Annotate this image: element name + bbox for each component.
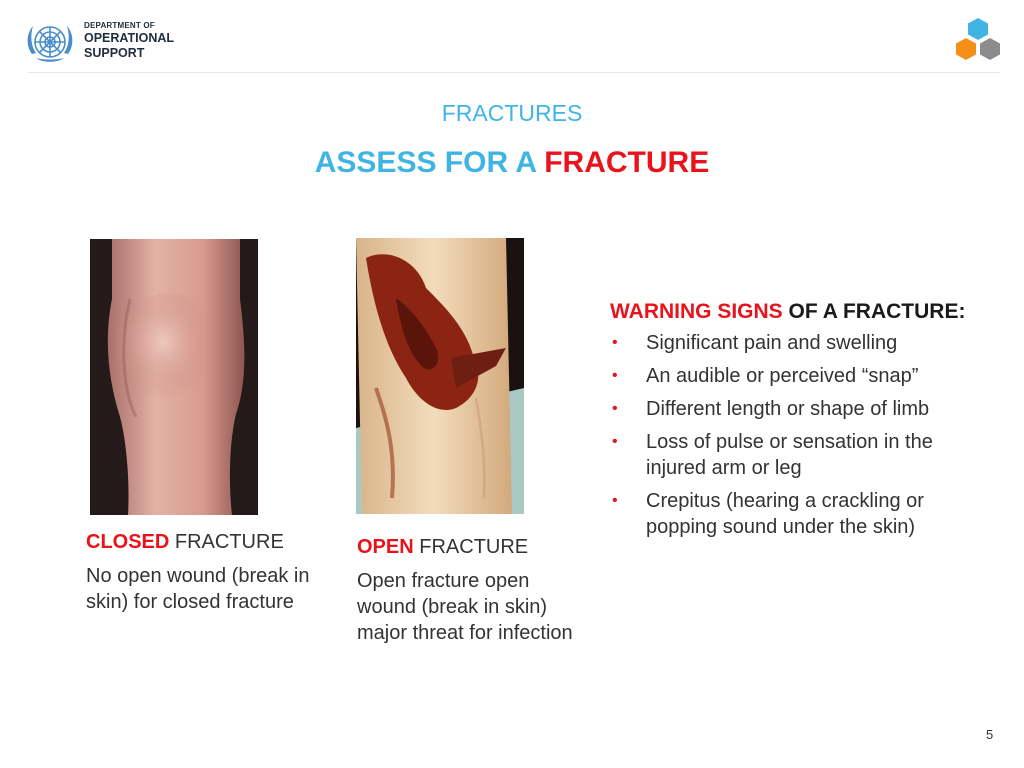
bullet-icon: •	[612, 400, 618, 417]
dept-small-label: DEPARTMENT OF	[84, 21, 155, 30]
list-item	[610, 363, 990, 389]
list-item-text: Different length or shape of limb	[646, 398, 930, 420]
list-item-text: Significant pain and swelling	[646, 332, 898, 354]
list-item-text: Crepitus (hearing a crackling or popping sound under the skin)	[646, 490, 924, 538]
header-divider	[28, 72, 1000, 73]
un-emblem-icon	[24, 18, 76, 66]
list-item	[610, 429, 990, 481]
dept-line-1: OPERATIONAL	[84, 31, 175, 45]
open-fracture-label	[357, 534, 577, 560]
warning-signs-list	[610, 330, 990, 540]
bullet-icon: •	[612, 492, 618, 509]
open-label-red: OPEN	[357, 536, 414, 558]
title-blue-part: ASSESS FOR A	[314, 146, 545, 179]
department-name	[84, 22, 174, 59]
warning-title-red: WARNING SIGNS	[610, 300, 783, 323]
list-item	[610, 488, 990, 540]
closed-label-rest: FRACTURE	[169, 531, 284, 553]
list-item-text: An audible or perceived “snap”	[646, 365, 919, 387]
closed-fracture-photo	[90, 239, 258, 515]
closed-fracture-caption	[86, 529, 316, 615]
section-subtitle: FRACTURES	[441, 100, 583, 126]
slide-header	[0, 0, 1024, 74]
warning-title-rest: OF A FRACTURE:	[782, 300, 966, 323]
slide-title	[0, 146, 1024, 180]
list-item	[610, 396, 990, 422]
closed-fracture-description: No open wound (break in skin) for closed fracture	[86, 565, 310, 613]
bullet-icon: •	[612, 334, 618, 351]
closed-fracture-label	[86, 529, 316, 555]
warning-signs-panel	[610, 297, 990, 547]
hexagon-logo-icon	[952, 16, 1004, 66]
open-label-rest: FRACTURE	[413, 536, 529, 558]
bullet-icon: •	[612, 367, 618, 384]
bullet-icon: •	[612, 433, 618, 450]
closed-label-red: CLOSED	[86, 531, 170, 553]
list-item-text: Loss of pulse or sensation in the injured arm or leg	[646, 431, 933, 479]
open-fracture-caption	[357, 534, 577, 646]
dept-line-2: SUPPORT	[84, 45, 145, 60]
open-fracture-photo	[356, 238, 524, 514]
page-number: 5	[986, 727, 994, 742]
warning-signs-title	[610, 297, 990, 326]
title-red-part: FRACTURE	[544, 146, 710, 179]
open-fracture-description: Open fracture open wound (break in skin) major threat for infection	[357, 570, 573, 644]
list-item	[610, 330, 990, 356]
